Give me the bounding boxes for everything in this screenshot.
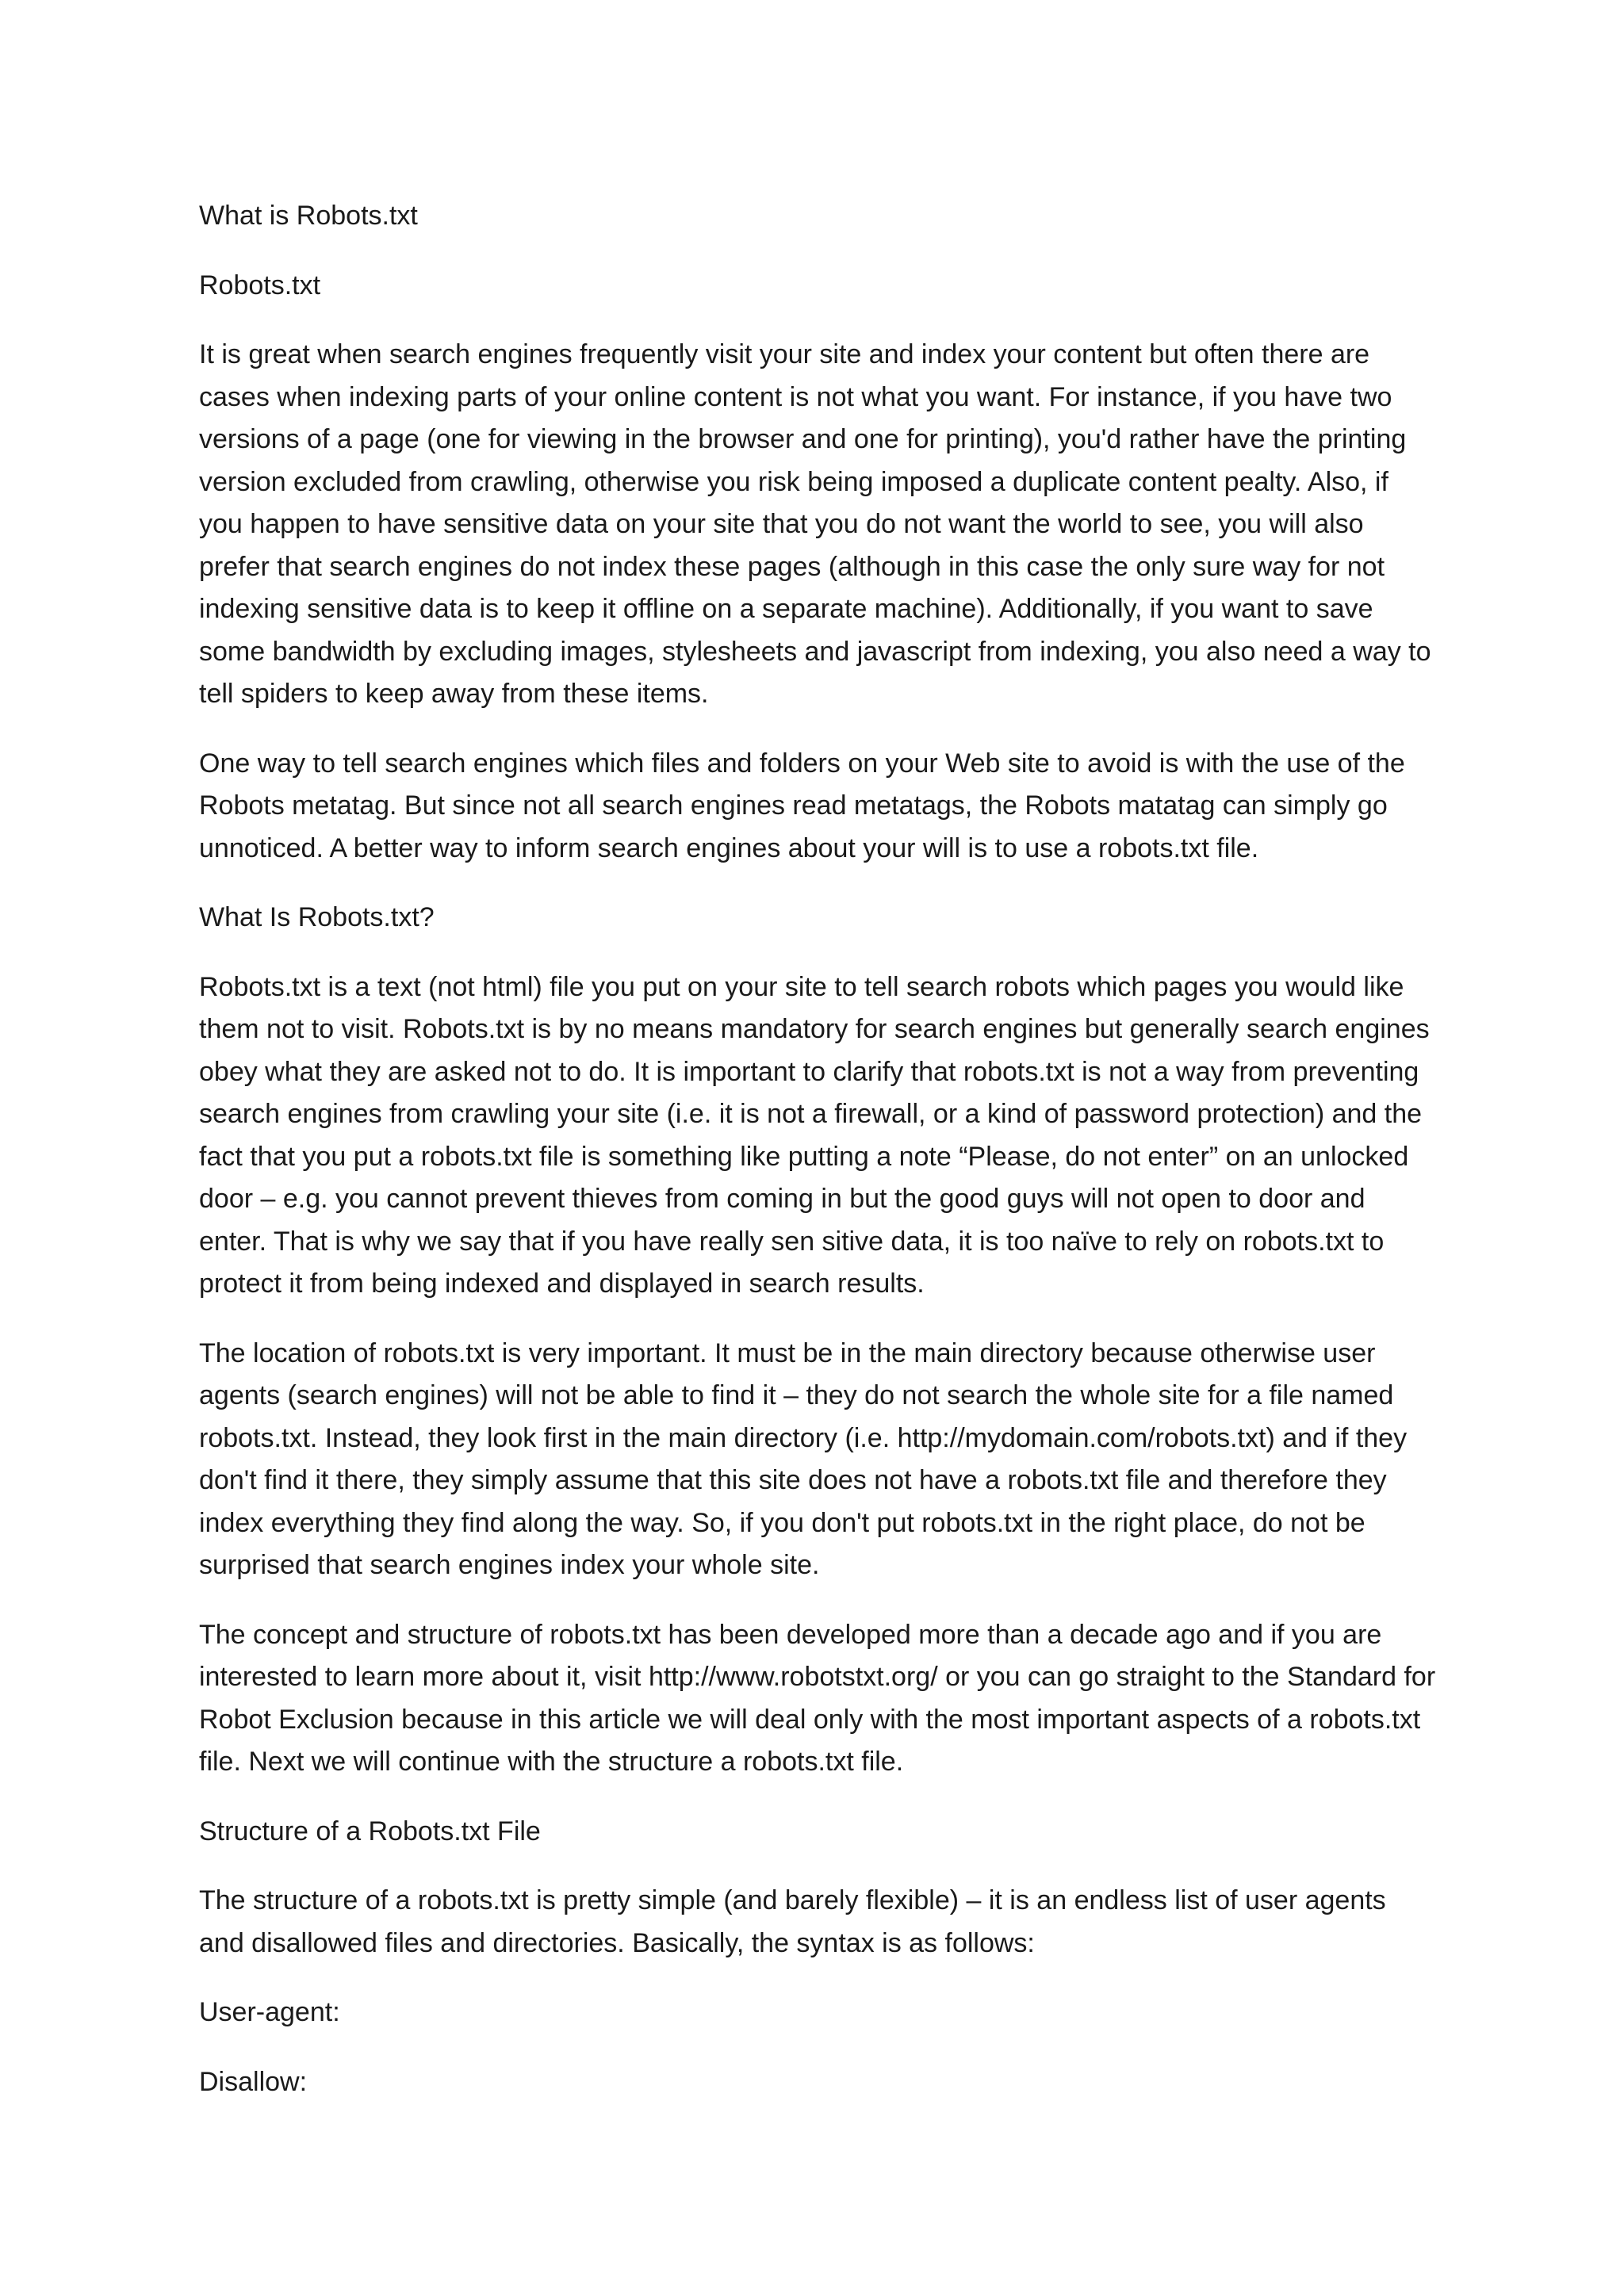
location-paragraph: The location of robots.txt is very important. It must be in the main directory because otherwise user agents (search engines) will not be able to find it – they do not search the whole site for a file named robots.txt. Instead, they look first in the main directory (i.e. http://mydomain.com/robots.txt) and if they don't find it there, they simply assume that this site does not have a robots.txt file and therefore they index everything they find along the way. So, if you don't put robots.txt in the right place, do not be surprised that search engines index your whole site. (199, 1337, 1408, 1580)
intro-paragraph: It is great when search engines frequently visit your site and index your content but often there are cases when indexing parts of your online content is not what you want. For instance, if you have two versions of a page (one for viewing in the browser and one for printing), you'd rather have the printing version excluded from crawling, otherwise you risk being imposed a duplicate content pealty. Also, if you happen to have sensitive data on your site that you do not want the world to see, you will also prefer that search engines do not index these pages (although in this case the only sure way for not indexing sensitive data is to keep it offline on a separate machine). Additionally, if you want to save some bandwidth by excluding images, stylesheets and javascript from indexing, you also need a way to tell spiders to keep away from these items. (199, 339, 1431, 709)
history-paragraph: The concept and structure of robots.txt has been developed more than a decade ago and if you are interested to learn more about it, visit http://www.robotstxt.org/ or you can go straight to the Standard for Robot Exclusion because in this article we will deal only with the most important aspects of a robots.txt file. Next we will continue with the structure a robots.txt file. (199, 1619, 1436, 1777)
section-heading-structure: Structure of a Robots.txt File (199, 1816, 541, 1846)
document-page (199, 195, 1436, 2130)
structure-paragraph: The structure of a robots.txt is pretty simple (and barely flexible) – it is an endless list of user agents and disallowed files and directories. Basically, the syntax is as follows: (199, 1885, 1386, 1958)
section-heading-what-is: What Is Robots.txt? (199, 902, 435, 932)
syntax-disallow: Disallow: (199, 2066, 308, 2097)
document-title: What is Robots.txt (199, 201, 418, 231)
section-heading-robots-txt: Robots.txt (199, 270, 321, 300)
metatag-paragraph: One way to tell search engines which files and folders on your Web site to avoid is with the use of the Robots metatag. But since not all search engines read metatags, the Robots matatag can simply go unnoticed. A better way to inform search engines about your will is to use a robots.txt file. (199, 748, 1405, 863)
definition-paragraph: Robots.txt is a text (not html) file you put on your site to tell search robots which pages you would like them not to visit. Robots.txt is by no means mandatory for search engines but generally search engines obey what they are asked not to do. It is important to clarify that robots.txt is not a way from preventing search engines from crawling your site (i.e. it is not a firewall, or a kind of password protection) and the fact that you put a robots.txt file is something like putting a note “Please, do not enter” on an unlocked door – e.g. you cannot prevent thieves from coming in but the good guys will not open to door and enter. That is why we say that if you have really sen sitive data, it is too naïve to rely on robots.txt to protect it from being indexed and displayed in search results. (199, 971, 1430, 1299)
syntax-user-agent: User-agent: (199, 1997, 340, 2027)
